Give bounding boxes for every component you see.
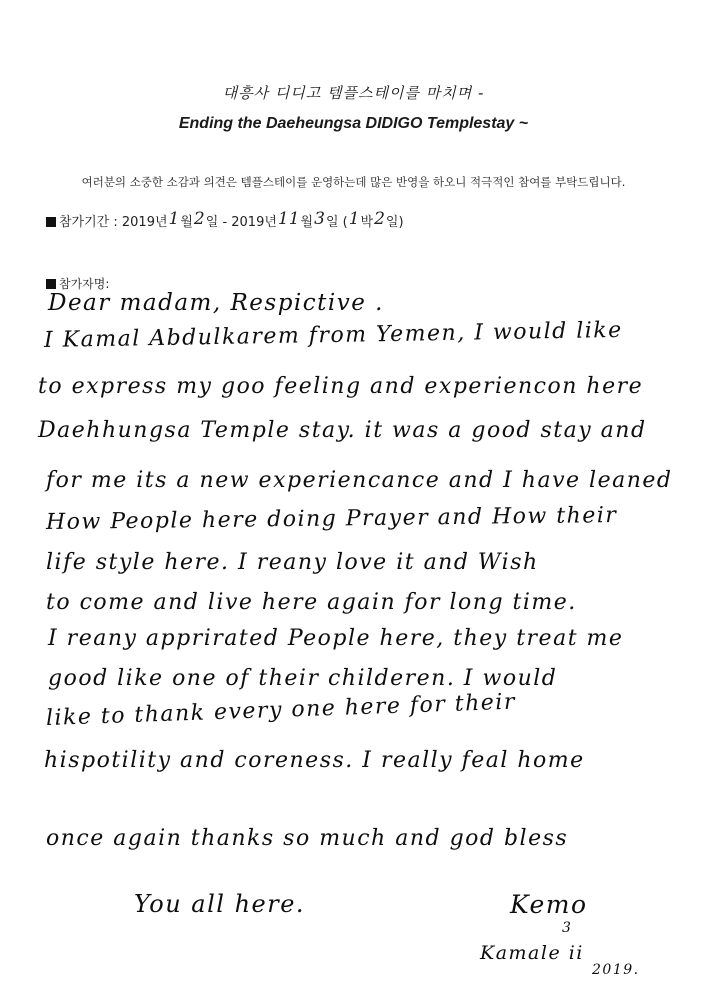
letter-line: for me its a new experiencance and I have leaned	[46, 468, 673, 493]
letter-line: I Kamal Abdulkarem from Yemen, I would like	[43, 317, 623, 353]
day-unit: 일 - 2019년	[205, 215, 277, 230]
letter-line: Daehhungsa Temple stay. it was a good stay and	[38, 418, 647, 443]
form-title-korean: 대흥사 디디고 템플스테이를 마치며 -	[222, 84, 485, 102]
signature-scrawl: Kamale ii	[480, 942, 584, 964]
intro-text: 여러분의 소중한 소감과 의견은 템플스테이를 운영하는데 많은 반영을 하오니 적극적인 참여를 부탁드립니다.	[81, 175, 626, 189]
nights-count: 1	[348, 209, 360, 229]
days-unit: 일)	[385, 215, 404, 230]
signature-name: Kemo	[510, 890, 588, 919]
nights-unit: 박	[360, 215, 374, 230]
participation-period	[46, 211, 404, 231]
letter-line: life style here. I reany love it and Wish	[46, 550, 539, 575]
month-unit: 월	[300, 215, 314, 230]
letter-line: I reany apprirated People here, they treat me	[48, 626, 624, 651]
start-month: 1	[168, 209, 180, 229]
letter-line: to express my goo feeling and experiencon here	[38, 374, 644, 399]
end-day: 3	[314, 209, 325, 229]
form-title-english: Ending the Daeheungsa DIDIGO Templestay ~	[178, 115, 529, 132]
letter-line: good like one of their childeren. I would	[48, 666, 558, 691]
day-unit: 일 (	[325, 215, 348, 230]
letter-line: Dear madam, Respictive .	[48, 290, 384, 316]
period-label: 참가기간 : 2019년	[59, 215, 168, 230]
name-label-text: 참가자명:	[59, 277, 110, 291]
signature-mark: 3	[562, 920, 573, 936]
letter-line: once again thanks so much and god bless	[46, 826, 569, 851]
signature-year: 2019.	[592, 962, 640, 978]
letter-line: How People here doing Prayer and How their	[45, 503, 618, 535]
letter-line: like to thank every one here for their	[45, 689, 517, 731]
square-bullet-icon	[46, 279, 56, 289]
start-day: 2	[193, 209, 205, 229]
square-bullet-icon	[46, 217, 56, 227]
end-month: 11	[277, 209, 300, 229]
letter-line: hispotility and coreness. I really feal home	[44, 748, 585, 773]
days-count: 2	[374, 209, 385, 229]
letter-line: You all here.	[134, 890, 306, 918]
month-unit: 월	[180, 215, 193, 230]
letter-line: to come and live here again for long time.	[46, 590, 577, 615]
